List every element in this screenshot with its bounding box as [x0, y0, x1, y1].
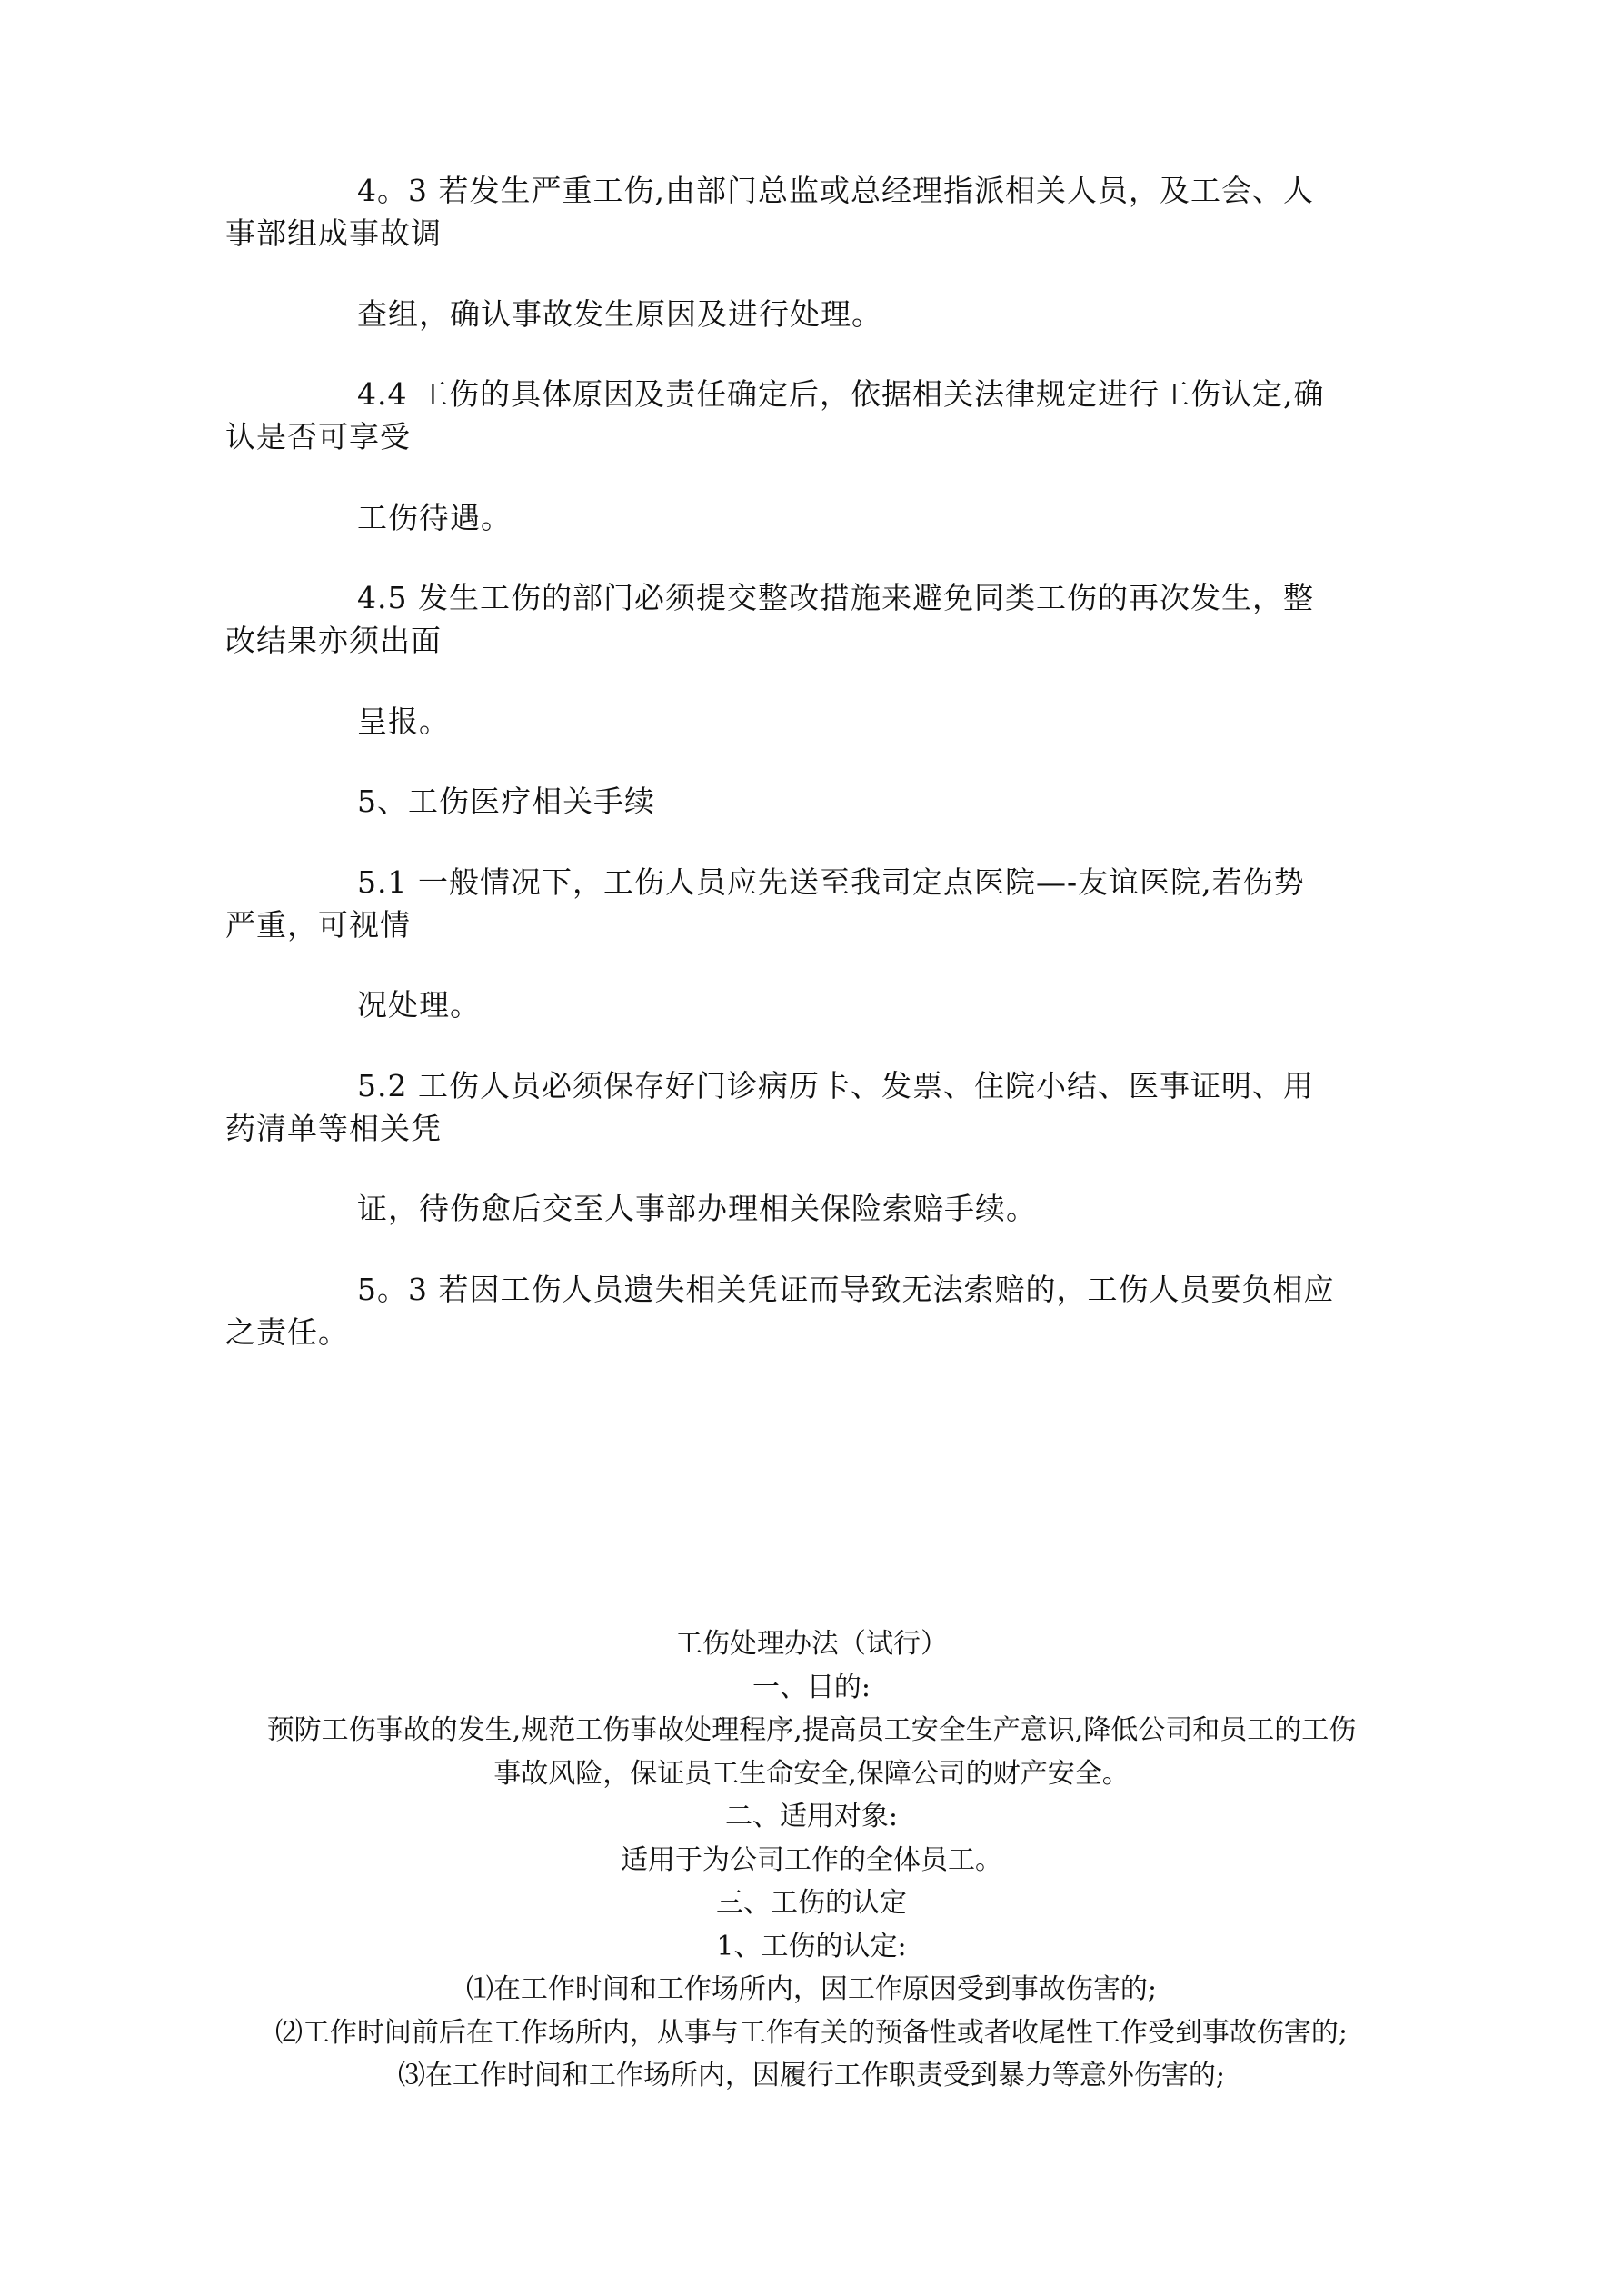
paragraph-line: 认是否可享受 [225, 419, 411, 454]
paragraph-line: 改结果亦须出面 [225, 623, 442, 658]
paragraph-5-3 [225, 1268, 1389, 1353]
policy-title: 工伤处理办法（试行） [675, 1628, 948, 1660]
section-heading-determination: 三、工伤的认定 [716, 1887, 907, 1919]
paragraph-continuation: 工伤待遇。 [357, 500, 512, 535]
purpose-text-line: 事故风险，保证员工生命安全,保障公司的财产安全。 [493, 1757, 1130, 1790]
paragraph-continuation: 呈报。 [357, 704, 450, 739]
list-item: ⑶在工作时间和工作场所内，因履行工作职责受到暴力等意外伤害的; [397, 2060, 1226, 2091]
scope-text: 适用于为公司工作的全体员工。 [621, 1843, 1002, 1876]
paragraph-line: 5.1 一般情况下，工伤人员应先送至我司定点医院—-友谊医院,若伤势 [357, 864, 1305, 900]
work-injury-policy-section [0, 1622, 1623, 2098]
paragraph-4-3 [225, 169, 1389, 255]
paragraph-continuation: 况处理。 [357, 987, 481, 1023]
paragraph-line: 4.5 发生工伤的部门必须提交整改措施来避免同类工伤的再次发生，整 [357, 580, 1314, 615]
paragraph-line: 5.2 工伤人员必须保存好门诊病历卡、发票、住院小结、医事证明、用 [357, 1068, 1314, 1103]
list-item: ⑵工作时间前后在工作场所内，从事与工作有关的预备性或者收尾性工作受到事故伤害的; [274, 2016, 1349, 2049]
paragraph-line: 事部组成事故调 [225, 215, 442, 251]
paragraph-line: 药清单等相关凭 [225, 1111, 442, 1146]
paragraph-line: 之责任。 [225, 1314, 349, 1350]
paragraph-line: 4。3 若发生严重工伤,由部门总监或总经理指派相关人员，及工会、人 [357, 173, 1314, 208]
paragraph-5-2 [225, 1064, 1389, 1150]
subsection-heading: 1、工伤的认定: [716, 1930, 907, 1962]
paragraph-line: 严重，可视情 [225, 907, 411, 943]
paragraph-4-5 [225, 576, 1389, 662]
section-heading-purpose: 一、目的: [752, 1671, 871, 1703]
paragraph-line: 4.4 工伤的具体原因及责任确定后，依据相关法律规定进行工伤认定,确 [357, 376, 1325, 412]
paragraph-line: 5。3 若因工伤人员遗失相关凭证而导致无法索赔的，工伤人员要负相应 [357, 1272, 1335, 1307]
section-heading-5: 5、工伤医疗相关手续 [357, 784, 655, 819]
list-item: ⑴在工作时间和工作场所内，因工作原因受到事故伤害的; [465, 1973, 1158, 2005]
purpose-text-line: 预防工伤事故的发生,规范工伤事故处理程序,提高员工安全生产意识,降低公司和员工的工伤 [266, 1714, 1357, 1746]
paragraph-5-1 [225, 861, 1389, 946]
paragraph-continuation: 查组，确认事故发生原因及进行处理。 [357, 296, 882, 332]
paragraph-continuation: 证，待伤愈后交至人事部办理相关保险索赔手续。 [357, 1191, 1037, 1226]
paragraph-4-4 [225, 373, 1389, 458]
section-heading-scope: 二、适用对象: [724, 1801, 899, 1832]
